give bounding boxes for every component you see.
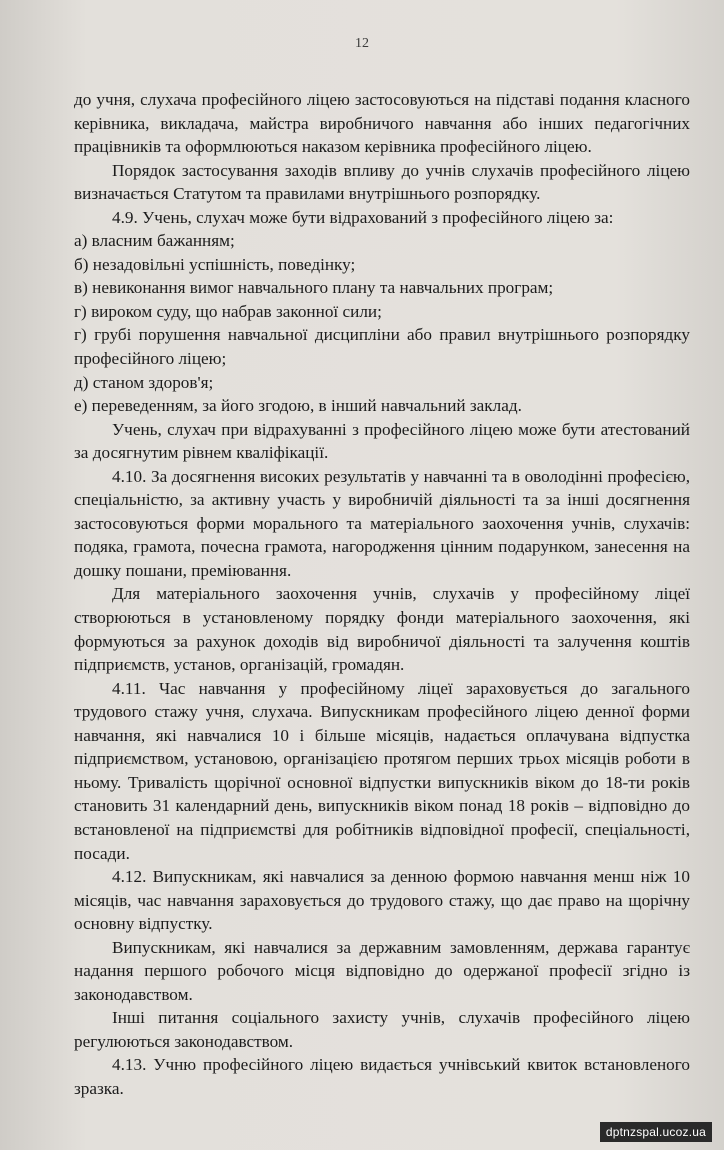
paragraph-funds: Для матеріального заохочення учнів, слухачів у професійному ліцеї створюються в установленому порядку фонди матеріального заохочення, які формуються за рахунок доходів від виробничої діяльності та залучення коштів підприємств, установ, організацій, громадян. xyxy=(74,584,690,675)
list-item-d: д) станом здоров'я; xyxy=(74,372,214,392)
paragraph-4-12: 4.12. Випускникам, які навчалися за денною формою навчання менш ніж 10 місяців, час навчання зараховується до трудового стажу, що дає право на щорічну основну відпустку. xyxy=(74,867,690,934)
page-number: 12 xyxy=(355,36,369,51)
list-item-g2: г) грубі порушення навчальної дисципліни або правил внутрішнього розпорядку професійного ліцею; xyxy=(74,325,690,369)
list-item-v: в) невиконання вимог навчального плану та навчальних програм; xyxy=(74,278,554,298)
list-item-e: е) переведенням, за його згодою, в інший навчальний заклад. xyxy=(74,396,522,416)
site-watermark: dptnzspal.ucoz.ua xyxy=(600,1122,712,1142)
paragraph-procedure: Порядок застосування заходів впливу до учнів слухачів професійного ліцею визначається Статутом та правилами внутрішнього розпорядку. xyxy=(74,160,690,204)
paragraph-4-9: 4.9. Учень, слухач може бути відрахований з професійного ліцею за: xyxy=(112,207,614,227)
paragraph-4-10: 4.10. За досягнення високих результатів у навчанні та в оволодінні професією, спеціальністю, за активну участь у виробничій діяльності та за інші досягнення застосовуються форми морального та матеріального заохочення учнів, слухачів: подяка, грамота, почесна грамота, нагородження цінним подарунком, занесення на дошку пошани, преміювання. xyxy=(74,466,690,580)
paragraph-attestation: Учень, слухач при відрахуванні з професійного ліцею може бути атестований за досягнутим рівнем кваліфікації. xyxy=(74,419,690,463)
list-item-b: б) незадовільні успішність, поведінку; xyxy=(74,254,356,274)
document-body xyxy=(74,88,690,1101)
paragraph-intro-continuation: до учня, слухача професійного ліцею застосовуються на підставі подання класного керівника, викладача, майстра виробничого навчання або інших педагогічних працівників та оформлюються наказом керівника професійного ліцею. xyxy=(74,90,690,157)
list-item-a: а) власним бажанням; xyxy=(74,231,235,251)
list-item-g: г) вироком суду, що набрав законної сили; xyxy=(74,301,382,321)
paragraph-state-order: Випускникам, які навчалися за державним замовленням, держава гарантує надання першого робочого місця відповідно до одержаної професії згідно із законодавством. xyxy=(74,937,690,1004)
paragraph-social-protection: Інші питання соціального захисту учнів, слухачів професійного ліцею регулюються законодавством. xyxy=(74,1008,690,1051)
paragraph-4-13: 4.13. Учню професійного ліцею видається учнівський квиток встановленого зразка. xyxy=(74,1055,690,1098)
paragraph-4-11: 4.11. Час навчання у професійному ліцеї зараховується до загального трудового стажу учня, слухача. Випускникам професійного ліцею денної форми навчання, які навчалися 10 і більше місяців, надається оплачувана відпустка підприємством, установою, організацією протягом перших трьох місяців роботи в ньому. Тривалість щорічної основної відпустки випускників віком до 18-ти років становить 31 календарний день, випускників віком понад 18 років – відповідно до встановленої на підприємстві для робітників відповідної професії, спеціальності, посади. xyxy=(74,678,690,863)
